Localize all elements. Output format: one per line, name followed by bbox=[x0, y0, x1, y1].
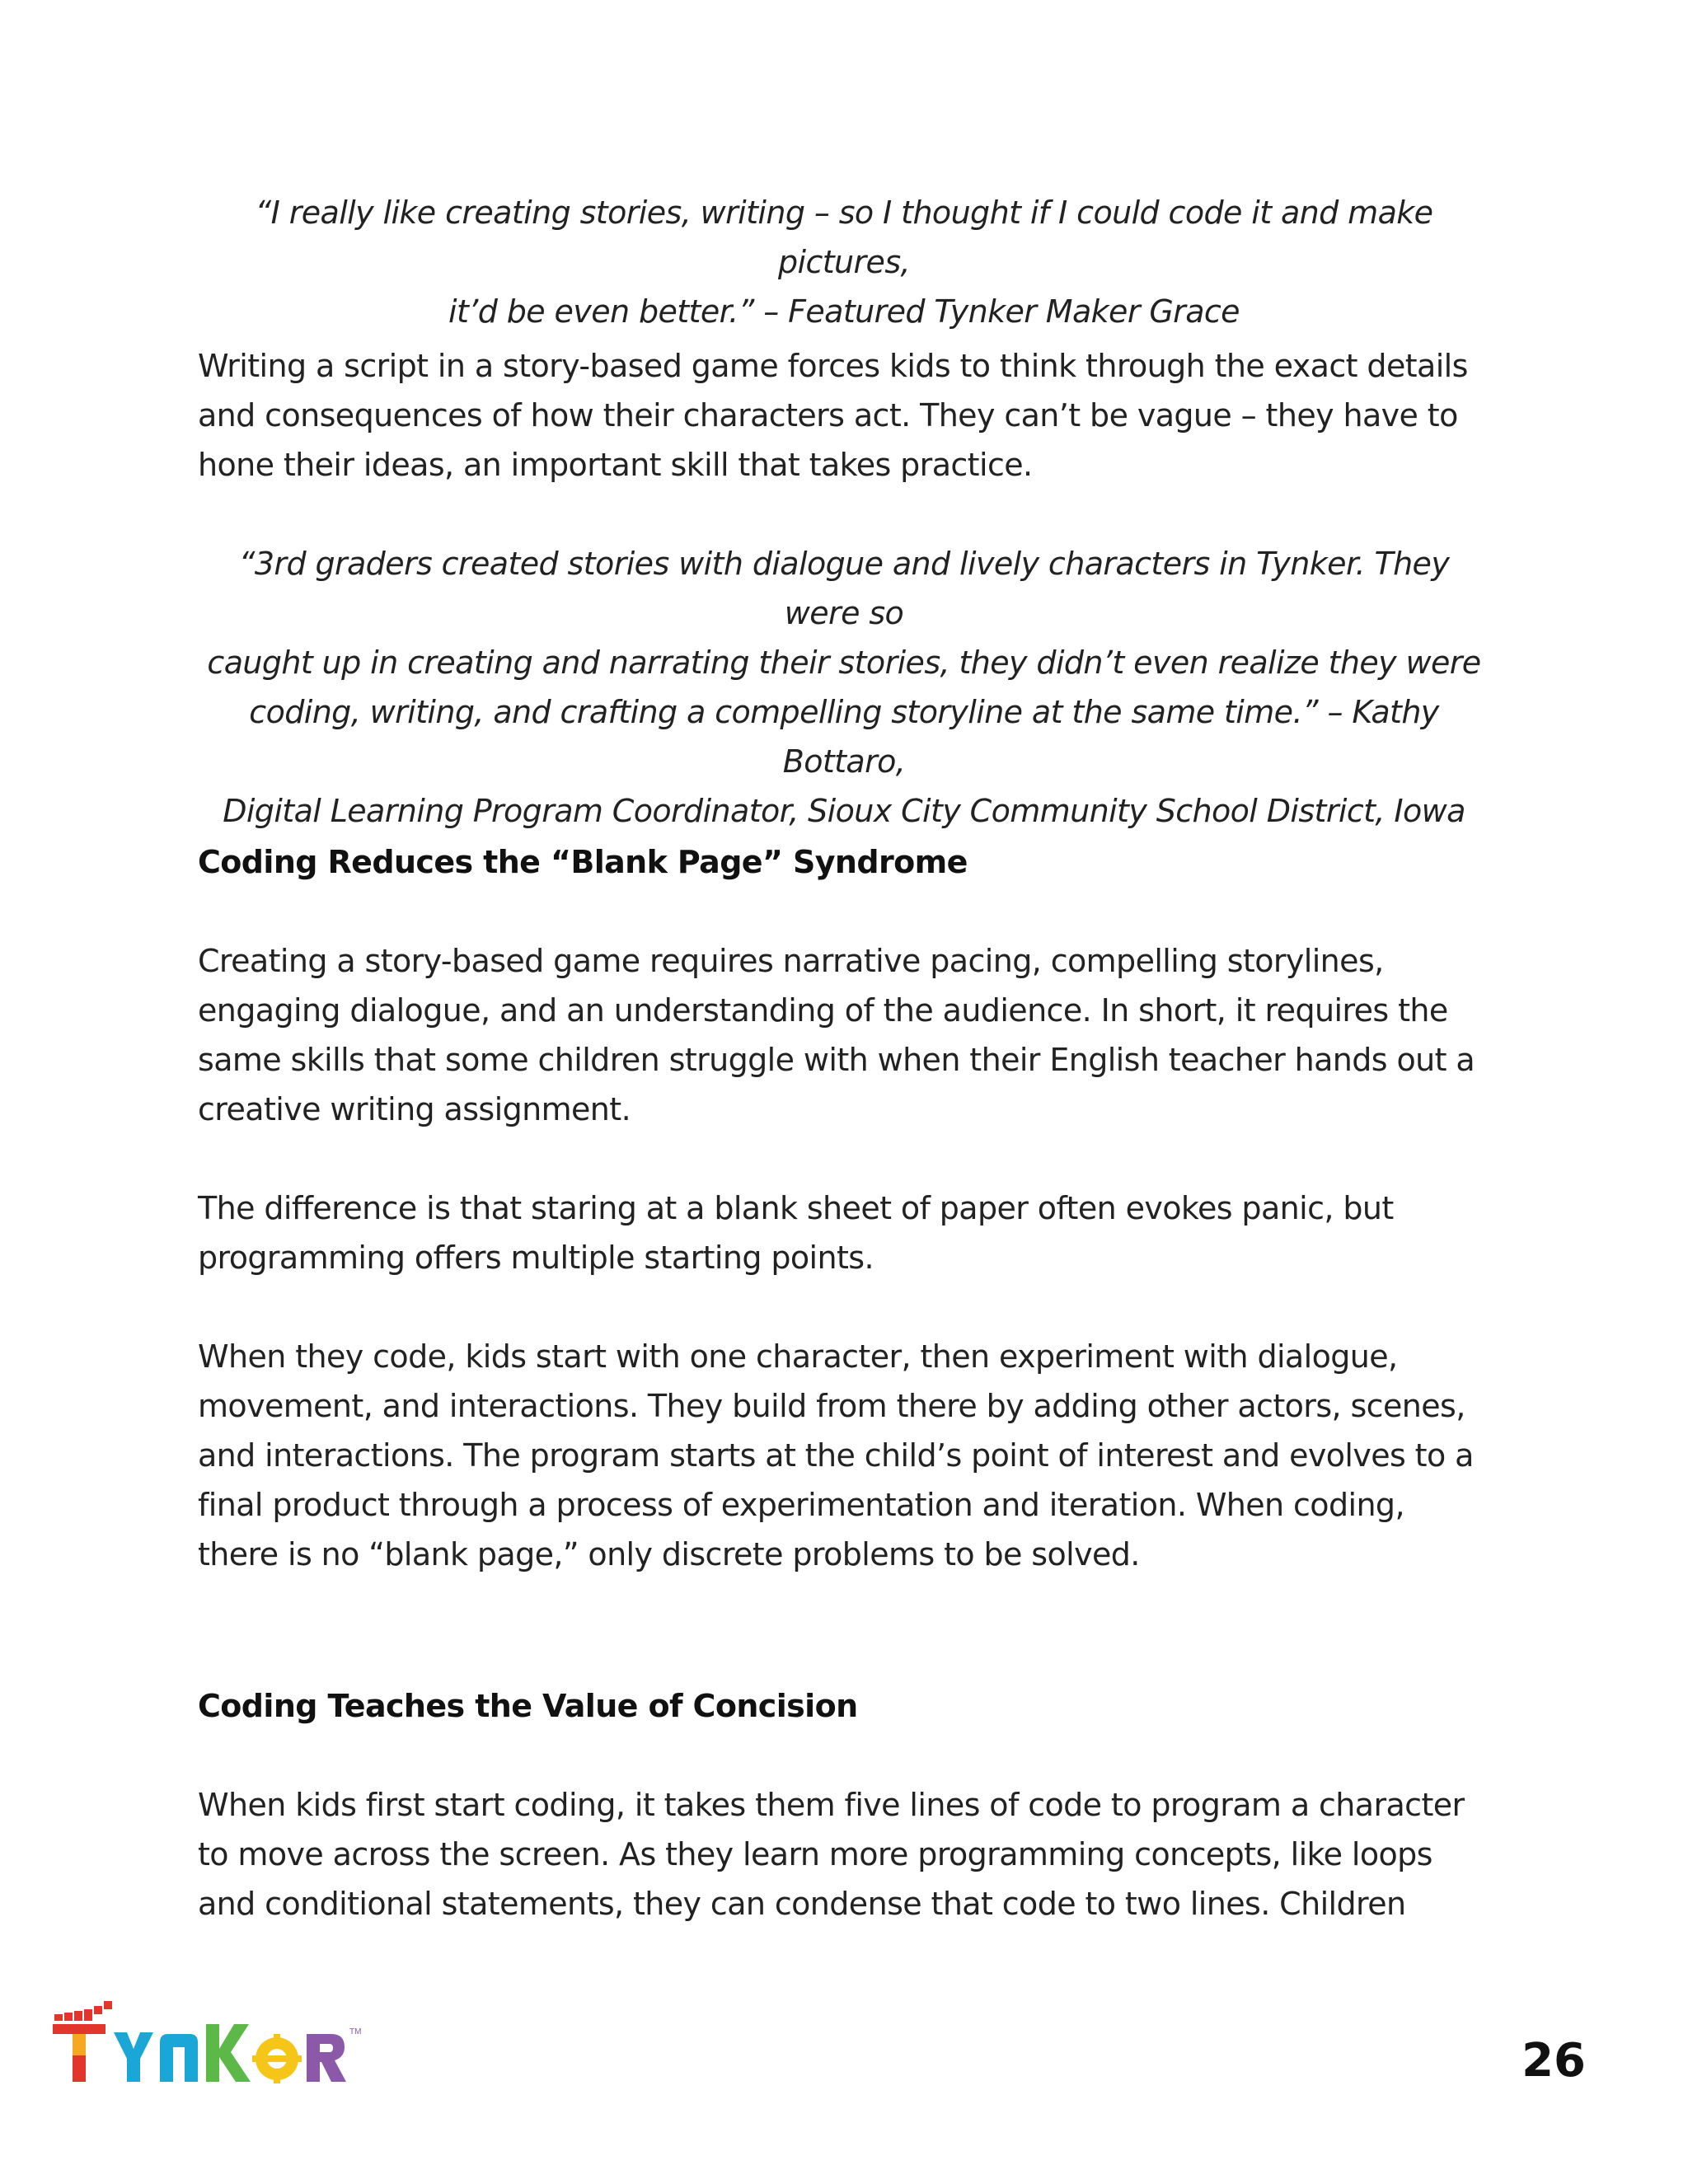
paragraph-concision bbox=[198, 1780, 1517, 1929]
quote-line: Digital Learning Program Coordinator, Sioux City Community School District, Iowa bbox=[223, 793, 1465, 829]
paragraph-story-game bbox=[198, 936, 1517, 1134]
quote-line: “3rd graders created stories with dialogue and lively characters in Tynker. They were so bbox=[238, 546, 1450, 631]
paragraph-line: Writing a script in a story-based game forces kids to think through the exact details bbox=[198, 348, 1468, 384]
paragraph-line: to move across the screen. As they learn more programming concepts, like loops bbox=[198, 1836, 1432, 1872]
paragraph-difference bbox=[198, 1183, 1517, 1282]
paragraph-line: programming offers multiple starting points. bbox=[198, 1240, 874, 1276]
svg-text:TM: TM bbox=[349, 2027, 362, 2036]
section-heading-blank-page: Coding Reduces the “Blank Page” Syndrome bbox=[198, 844, 968, 880]
paragraph-line: same skills that some children struggle with when their English teacher hands out a bbox=[198, 1042, 1475, 1078]
quote-line: caught up in creating and narrating their stories, they didn’t even realize they were bbox=[207, 644, 1481, 681]
paragraph-line: When kids first start coding, it takes them five lines of code to program a character bbox=[198, 1787, 1465, 1823]
paragraph-line: final product through a process of experimentation and iteration. When coding, bbox=[198, 1487, 1404, 1523]
paragraph-line: When they code, kids start with one character, then experiment with dialogue, bbox=[198, 1338, 1398, 1375]
paragraph-line: creative writing assignment. bbox=[198, 1091, 631, 1127]
paragraph-line: The difference is that staring at a blank sheet of paper often evokes panic, but bbox=[198, 1190, 1394, 1226]
section-heading-concision: Coding Teaches the Value of Concision bbox=[198, 1688, 858, 1724]
tynker-logo bbox=[51, 2001, 397, 2092]
paragraph-line: hone their ideas, an important skill that takes practice. bbox=[198, 447, 1033, 483]
quote-line: coding, writing, and crafting a compelling storyline at the same time.” – Kathy Bottaro, bbox=[249, 694, 1439, 780]
paragraph-line: and consequences of how their characters act. They can’t be vague – they have to bbox=[198, 397, 1458, 434]
paragraph-script-writing bbox=[198, 341, 1517, 490]
quote-grace-line: “I really like creating stories, writing – so I thought if I could code it and make pictures, bbox=[255, 194, 1433, 280]
paragraph-line: and conditional statements, they can condense that code to two lines. Children bbox=[198, 1886, 1406, 1922]
quote-kathy-bottaro bbox=[198, 539, 1490, 836]
paragraph-line: Creating a story-based game requires narrative pacing, compelling storylines, bbox=[198, 943, 1384, 979]
paragraph-line: there is no “blank page,” only discrete problems to be solved. bbox=[198, 1536, 1140, 1572]
quote-grace-line: it’d be even better.” – Featured Tynker Maker Grace bbox=[448, 293, 1240, 330]
quote-grace bbox=[198, 188, 1490, 336]
paragraph-line: movement, and interactions. They build from there by adding other actors, scenes, bbox=[198, 1388, 1465, 1424]
page-number: 26 bbox=[1522, 2034, 1586, 2088]
paragraph-line: engaging dialogue, and an understanding of the audience. In short, it requires the bbox=[198, 992, 1448, 1029]
paragraph-when-they-code bbox=[198, 1332, 1517, 1579]
paragraph-line: and interactions. The program starts at the child’s point of interest and evolves to a bbox=[198, 1437, 1474, 1474]
